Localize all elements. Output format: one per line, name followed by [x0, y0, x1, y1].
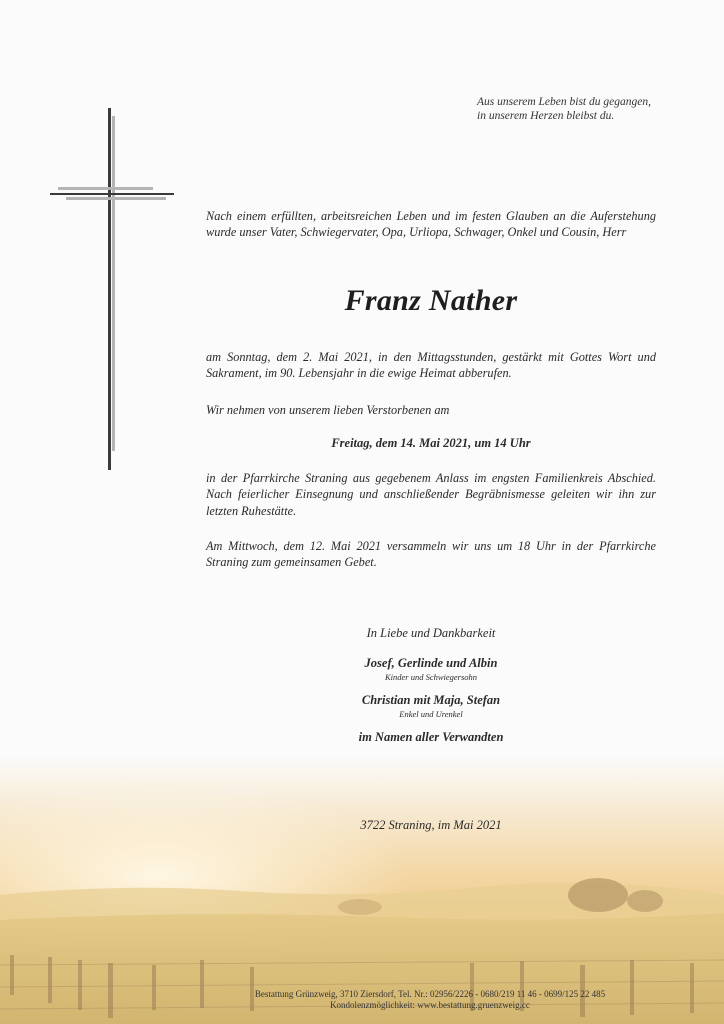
closing-phrase: In Liebe und Dankbarkeit	[366, 626, 496, 640]
farewell-intro: Wir nehmen von unserem lieben Verstorbenen am	[206, 403, 450, 417]
mourner-group-2-relation: Enkel und Urenkel	[399, 709, 463, 719]
mourner-group-1-names: Josef, Gerlinde und Albin	[364, 656, 498, 670]
place-date: 3722 Straning, im Mai 2021	[360, 818, 502, 832]
ceremony-paragraph: in der Pfarrkirche Straning aus gegebenem Anlass im engsten Familienkreis Abschied. Nach feierlicher Einsegnung und anschließender Begräbnismesse geleiten wir ihn zur letzten Ruhestätte.	[206, 471, 656, 518]
prayer-paragraph: Am Mittwoch, dem 12. Mai 2021 versammeln wir uns um 18 Uhr in der Pfarrkirche Straning zum gemeinsamen Gebet.	[206, 539, 656, 570]
motto-line-2: in unserem Herzen bleibst du.	[477, 110, 615, 122]
footer-contact-line: Bestattung Grünzweig, 3710 Ziersdorf, Tel. Nr.: 02956/2226 - 0680/219 11 46 - 0699/125 22 485	[254, 989, 606, 999]
death-paragraph: am Sonntag, dem 2. Mai 2021, in den Mittagsstunden, gestärkt mit Gottes Wort und Sakrament, im 90. Lebensjahr in die ewige Heimat abberufen.	[206, 350, 656, 381]
funeral-home-footer	[180, 989, 680, 1011]
cross-icon	[48, 108, 178, 473]
farewell-date: Freitag, dem 14. Mai 2021, um 14 Uhr	[331, 436, 531, 450]
mourner-group-1-relation: Kinder und Schwiegersohn	[384, 672, 478, 682]
mourner-group-2-names: Christian mit Maja, Stefan	[361, 693, 501, 707]
footer-condolence-line: Kondolenzmöglichkeit: www.bestattung.gruenzweig.cc	[330, 1000, 530, 1010]
landscape-background-image	[0, 755, 724, 1024]
all-relatives-line: im Namen aller Verwandten	[358, 730, 504, 744]
motto-line-1: Aus unserem Leben bist du gegangen,	[477, 96, 651, 108]
motto-quote	[477, 95, 697, 123]
intro-paragraph: Nach einem erfüllten, arbeitsreichen Leben und im festen Glauben an die Auferstehung wurde unser Vater, Schwiegervater, Opa, Urliopa, Schwager, Onkel und Cousin, Herr	[206, 209, 656, 240]
deceased-name: Franz Nather	[344, 284, 518, 317]
